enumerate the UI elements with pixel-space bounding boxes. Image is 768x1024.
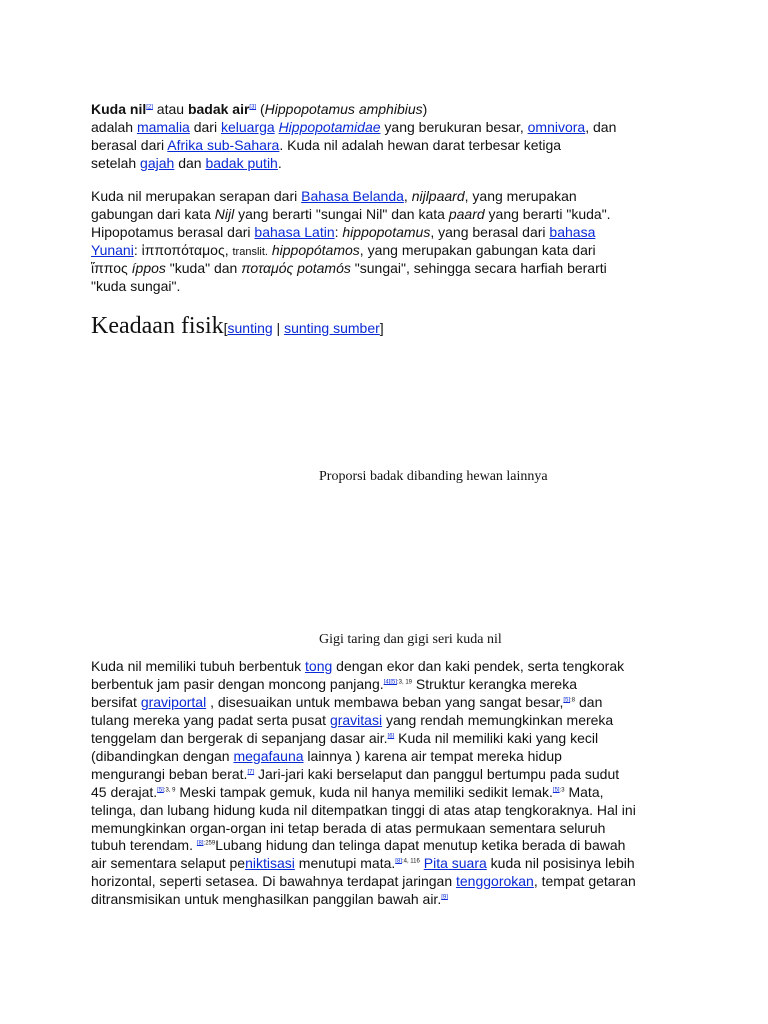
intro-line-3: [91, 136, 561, 154]
text: : ἱπποπόταμος,: [133, 242, 233, 258]
link-graviportal[interactable]: graviportal: [140, 694, 207, 710]
text: . Kuda nil adalah hewan darat terbesar ketiga: [279, 137, 562, 153]
text: .: [277, 155, 282, 171]
etymology-line-1: [91, 187, 577, 205]
heading-text: Keadaan fisik: [91, 313, 224, 339]
link-hippopotamidae[interactable]: [279, 119, 381, 135]
physical-line-5: [91, 729, 598, 747]
text: Kuda nil memiliki tubuh berbentuk: [91, 658, 306, 674]
physical-line-3: [91, 693, 602, 711]
text: "kuda" dan: [165, 260, 242, 276]
text: ): [422, 101, 428, 117]
link-gravitasi[interactable]: gravitasi: [329, 712, 383, 728]
ref-link[interactable]: [4][5]: [383, 679, 397, 686]
text: yang berukuran besar,: [380, 119, 528, 135]
physical-line-7: [91, 765, 619, 783]
physical-line-8: [91, 783, 604, 801]
text: tulang mereka yang padat serta pusat: [91, 712, 330, 728]
physical-line-11: [91, 836, 625, 854]
word-nijl: Nijl: [214, 206, 235, 222]
text: lainnya ) karena air tempat mereka hidup: [303, 748, 562, 764]
word-hippopotamus: hippopotamus: [342, 224, 431, 240]
physical-line-14: [91, 890, 448, 908]
intro-line-2: [91, 118, 616, 136]
scientific-name: Hippopotamus amphibius: [264, 101, 423, 117]
term-kuda-nil: Kuda nil: [91, 101, 147, 117]
page-ref: :3: [559, 787, 565, 794]
etymology-line-2: [91, 205, 611, 223]
hippopotamidae-text: Hippopotamidae: [278, 119, 381, 135]
word-nijlpaard: nijlpaard: [411, 188, 465, 204]
word-potamos: ποταμός potamós: [241, 260, 351, 276]
text: ,: [403, 188, 412, 204]
text: Kuda nil merupakan serapan dari: [91, 188, 302, 204]
link-megafauna[interactable]: megafauna: [233, 748, 304, 764]
text: , yang berasal dari: [430, 224, 550, 240]
ref-link[interactable]: [5]: [552, 787, 560, 794]
text: (dibandingkan dengan: [91, 748, 234, 764]
link-gajah[interactable]: gajah: [140, 155, 175, 171]
intro-line-4: [91, 154, 282, 172]
text: yang berarti "sungai Nil" dan kata: [234, 206, 449, 222]
link-mamalia[interactable]: mamalia: [136, 119, 190, 135]
text: ]: [379, 320, 384, 336]
text: Mata,: [564, 784, 604, 800]
text: , tempat getaran: [533, 873, 636, 889]
ref-link[interactable]: [8]: [196, 840, 204, 847]
etymology-line-3: [91, 223, 595, 241]
text: bersifat: [91, 694, 141, 710]
page-ref: :259: [203, 840, 216, 847]
etymology-line-6: "kuda sungai".: [91, 278, 181, 294]
physical-line-2: [91, 675, 577, 693]
link-badak-putih[interactable]: badak putih: [205, 155, 278, 171]
text: (: [256, 101, 265, 117]
page-ref: :8: [570, 697, 576, 704]
text: yang berarti "kuda".: [484, 206, 611, 222]
ref-link[interactable]: [2]: [146, 104, 153, 111]
physical-line-13: [91, 872, 636, 890]
text: tubuh terendam.: [91, 837, 197, 853]
text: , disesuaikan untuk membawa beban yang sangat besar,: [206, 694, 564, 710]
word-hippopotamos: hippopótamos: [271, 242, 360, 258]
text: dengan ekor dan kaki pendek, serta tengkorak: [332, 658, 625, 674]
text: berasal dari: [91, 137, 168, 153]
link-tenggorokan[interactable]: tenggorokan: [456, 873, 534, 889]
text: Meski tampak gemuk, kuda nil hanya memiliki sedikit lemak.: [175, 784, 553, 800]
text: ἵππος: [91, 260, 132, 276]
text: Lubang hidung dan telinga dapat menutup ketika berada di bawah: [215, 837, 626, 853]
text: Struktur kerangka mereka: [412, 676, 577, 692]
text: Hipopotamus berasal dari: [91, 224, 255, 240]
link-tong[interactable]: tong: [305, 658, 333, 674]
page-ref: :3, 9: [163, 787, 176, 794]
physical-line-6: [91, 747, 562, 765]
ref-link[interactable]: [3]: [249, 104, 257, 111]
edit-source-link[interactable]: sunting sumber: [284, 320, 380, 336]
ref-link[interactable]: [5]: [563, 697, 571, 704]
link-niktisasi[interactable]: niktisasi: [245, 855, 295, 871]
physical-line-4: [91, 711, 613, 729]
text: , yang merupakan: [464, 188, 577, 204]
ref-link[interactable]: [9]: [441, 894, 448, 901]
text: gabungan dari kata: [91, 206, 215, 222]
text: [: [223, 320, 228, 336]
term-badak-air: badak air: [187, 101, 250, 117]
link-yunani[interactable]: Yunani: [91, 242, 134, 258]
text: tenggelam dan bergerak di sepanjang dasar air.: [91, 730, 388, 746]
text: horizontal, seperti setasea. Di bawahnya terdapat jaringan: [91, 873, 456, 889]
ref-link[interactable]: [6]: [387, 733, 395, 740]
text: "sungai", sehingga secara harfiah berarti: [350, 260, 607, 276]
ref-link[interactable]: [7]: [247, 769, 255, 776]
text: dari: [189, 119, 221, 135]
text: ditransmisikan untuk menghasilkan panggilan bawah air.: [91, 891, 442, 907]
page-ref: :4, 116: [401, 858, 420, 865]
physical-line-12: [91, 854, 635, 872]
text: Kuda nil memiliki kaki yang kecil: [394, 730, 599, 746]
physical-line-1: [91, 657, 624, 675]
edit-link[interactable]: sunting: [227, 320, 273, 336]
link-bahasa-belanda[interactable]: Bahasa Belanda: [301, 188, 404, 204]
text: :: [334, 224, 343, 240]
etymology-line-4: [91, 241, 596, 261]
figure-caption-proportion: Proporsi badak dibanding hewan lainnya: [319, 469, 548, 484]
text: menutupi mata.: [294, 855, 396, 871]
page-ref: :3, 19: [397, 679, 413, 686]
section-heading: [91, 311, 384, 343]
word-paard: paard: [448, 206, 485, 222]
link-bahasa[interactable]: bahasa: [549, 224, 596, 240]
etymology-line-5: [91, 259, 607, 277]
link-keluarga[interactable]: keluarga: [220, 119, 275, 135]
ref-link[interactable]: [8]: [395, 858, 402, 865]
text: Jari-jari kaki berselaput dan panggul bertumpu pada sudut: [254, 766, 620, 782]
text: 45 derajat.: [91, 784, 158, 800]
text: mengurangi beban berat.: [91, 766, 248, 782]
text: setelah: [91, 155, 141, 171]
text: berbentuk jam pasir dengan moncong panjang.: [91, 676, 384, 692]
text: , yang merupakan gabungan kata dari: [359, 242, 596, 258]
link-afrika[interactable]: Afrika sub-Sahara: [167, 137, 280, 153]
text: dan: [575, 694, 603, 710]
text: kuda nil posisinya lebih: [486, 855, 635, 871]
figure-caption-teeth: Gigi taring dan gigi seri kuda nil: [319, 632, 502, 647]
text: yang rendah memungkinkan mereka: [382, 712, 614, 728]
text: |: [272, 320, 285, 336]
link-omnivora[interactable]: omnivora: [527, 119, 586, 135]
text: , dan: [585, 119, 617, 135]
translit-label: translit.: [232, 246, 268, 258]
physical-line-9: telinga, dan lubang hidung kuda nil ditempatkan tinggi di atas atap tengkoraknya. Hal ini: [91, 802, 636, 818]
ref-link[interactable]: [5]: [157, 787, 164, 794]
physical-line-10: memungkinkan organ-organ ini tetap berada di atas permukaan sementara seluruh: [91, 820, 606, 836]
text: air sementara selaput pe: [91, 855, 246, 871]
edit-links: [224, 320, 384, 336]
word-ippos: íppos: [131, 260, 166, 276]
text: dan: [174, 155, 206, 171]
link-pita-suara[interactable]: Pita suara: [423, 855, 487, 871]
link-bahasa-latin[interactable]: bahasa Latin: [254, 224, 335, 240]
text: adalah: [91, 119, 137, 135]
text: atau: [152, 101, 188, 117]
intro-line-1: [91, 100, 427, 118]
